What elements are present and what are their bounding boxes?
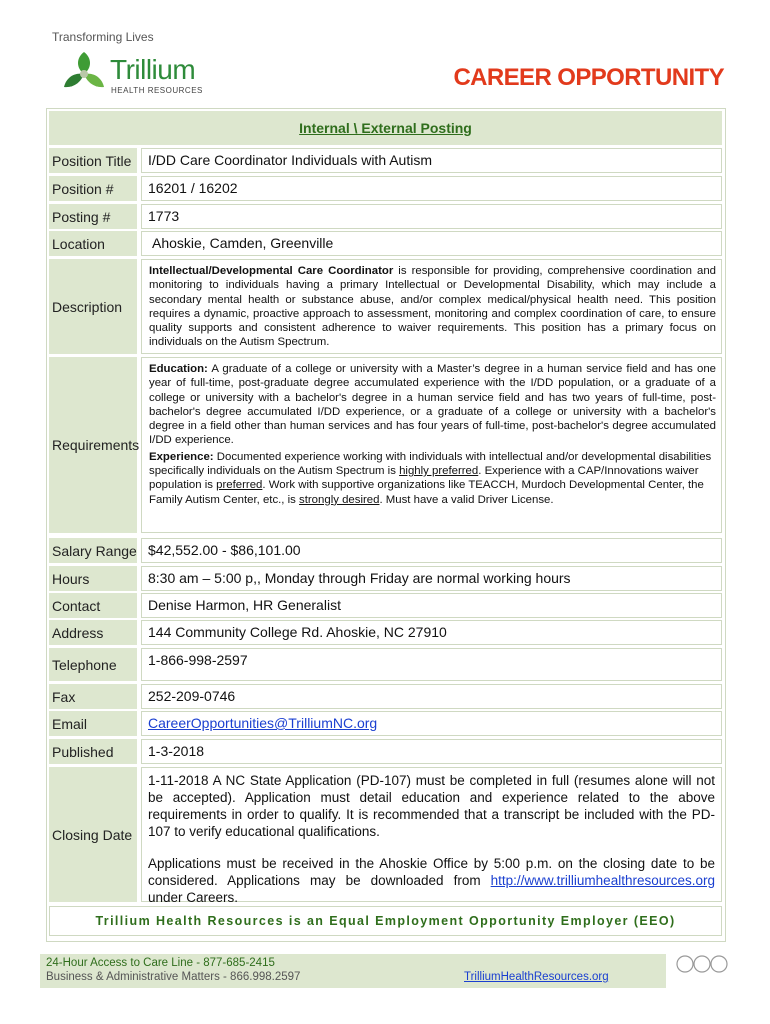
footer-business-line: Business & Administrative Matters - 866.998.2597 bbox=[46, 971, 301, 983]
eeo-statement: Trillium Health Resources is an Equal Employment Opportunity Employer (EEO) bbox=[49, 906, 722, 936]
closing-paragraph-1: 1-11-2018 A NC State Application (PD-107) must be completed in full (resumes alone will not be accepted). Application must detail education and experience related to the above requirements in order to qualify. It is recommended that a transcript be included with the PD-107 to verify educational qualifications. bbox=[148, 773, 715, 839]
published-label: Published bbox=[49, 739, 137, 764]
position-title-label: Position Title bbox=[49, 148, 137, 173]
telephone-value: 1-866-998-2597 bbox=[141, 648, 722, 681]
hours-value: 8:30 am – 5:00 p,, Monday through Friday are normal working hours bbox=[141, 566, 722, 591]
contact-label: Contact bbox=[49, 593, 137, 618]
location-label: Location bbox=[49, 231, 137, 256]
published-value: 1-3-2018 bbox=[141, 739, 722, 764]
description-label: Description bbox=[49, 259, 137, 354]
position-number-value: 16201 / 16202 bbox=[141, 176, 722, 201]
contact-value: Denise Harmon, HR Generalist bbox=[141, 593, 722, 618]
experience-highly-preferred: highly preferred bbox=[399, 465, 479, 478]
experience-text-1: Documented experience working with individuals with intellectual and/or developmental disabilities specifically individuals on the Autism Spectrum is bbox=[149, 450, 712, 478]
education-text: A graduate of a college or university with a Master’s degree in a human service field and has one year of full-time, post-graduate degree accumulated experience with the I/DD population, or a graduate of a college or university with a bachelor's degree in a human service field and has two years of full-time, post-bachelor's degree accumulated I/DD experience, or a graduate of a college or university with a bachelor's degree in a field other than human services and has four years of full-time, post-bachelor's degree accumulated I/DD experience. bbox=[149, 363, 716, 447]
accreditation-seals-icon bbox=[676, 952, 728, 976]
location-value: Ahoskie, Camden, Greenville bbox=[141, 231, 722, 256]
experience-text-2: . Experience with a CAP/Innovations waiver population is bbox=[149, 465, 699, 492]
requirements-value bbox=[141, 357, 722, 533]
email-label: Email bbox=[49, 711, 137, 736]
position-number-label: Position # bbox=[49, 176, 137, 201]
position-title-value: I/DD Care Coordinator Individuals with Autism bbox=[141, 148, 722, 173]
hours-label: Hours bbox=[49, 566, 137, 591]
description-text: is responsible for providing, comprehensive coordination and monitoring to individuals having a primary Intellectual or Developmental Disability, which may include a secondary mental health or substance abuse, and/or complex medical/physical health need. This position requires a dynamic, proactive approach to assessment, monitoring and complex coordination of care, to ensure quality supports and consistent adherence to waiver requirements. This position has a primary focus on individuals on the Autism Spectrum. bbox=[149, 265, 716, 349]
education-label: Education: bbox=[149, 363, 208, 375]
experience-text-3: . Work with supportive organizations like TEACCH, Murdoch Developmental Center, the Family Autism Center, etc., is bbox=[149, 479, 704, 506]
footer-care-line: 24-Hour Access to Care Line - 877-685-2415 bbox=[46, 957, 275, 969]
tagline: Transforming Lives bbox=[52, 30, 154, 44]
logo-subtitle: HEALTH RESOURCES bbox=[111, 86, 203, 95]
address-value: 144 Community College Rd. Ahoskie, NC 27910 bbox=[141, 620, 722, 645]
closing-paragraph-2 bbox=[148, 855, 715, 906]
experience-label: Experience: bbox=[149, 450, 214, 463]
salary-label: Salary Range bbox=[49, 538, 137, 563]
fax-label: Fax bbox=[49, 684, 137, 709]
page-title: CAREER OPPORTUNITY bbox=[453, 64, 724, 91]
posting-number-value: 1773 bbox=[141, 204, 722, 229]
experience-strongly-desired: strongly desired bbox=[299, 493, 380, 506]
posting-banner: Internal \ External Posting bbox=[49, 111, 722, 145]
address-label: Address bbox=[49, 620, 137, 645]
closing-date-label: Closing Date bbox=[49, 767, 137, 902]
telephone-label: Telephone bbox=[49, 648, 137, 681]
description-lead: Intellectual/Developmental Care Coordinator bbox=[149, 265, 394, 277]
footer-website-link[interactable]: TrilliumHealthResources.org bbox=[464, 971, 609, 983]
posting-number-label: Posting # bbox=[49, 204, 137, 229]
experience-text-4: . Must have a valid Driver License. bbox=[379, 493, 554, 506]
applications-link[interactable]: http://www.trilliumhealthresources.org bbox=[490, 873, 715, 888]
fax-value: 252-209-0746 bbox=[141, 684, 722, 709]
experience-preferred: preferred bbox=[216, 479, 263, 492]
closing-date-value bbox=[141, 767, 722, 905]
experience-paragraph bbox=[149, 450, 716, 507]
closing-text-before: Applications must be received in the Ahoskie Office by 5:00 p.m. on the closing date to be considered. Applications may be downloaded from bbox=[148, 856, 715, 888]
description-value bbox=[141, 259, 722, 354]
education-paragraph bbox=[149, 362, 716, 448]
closing-text-after: under Careers. bbox=[148, 890, 239, 905]
email-link[interactable]: CareerOpportunities@TrilliumNC.org bbox=[148, 715, 378, 731]
logo-name: Trillium bbox=[110, 54, 196, 85]
salary-value: $42,552.00 - $86,101.00 bbox=[141, 538, 722, 563]
requirements-label: Requirements bbox=[49, 357, 137, 533]
email-cell bbox=[141, 711, 722, 736]
